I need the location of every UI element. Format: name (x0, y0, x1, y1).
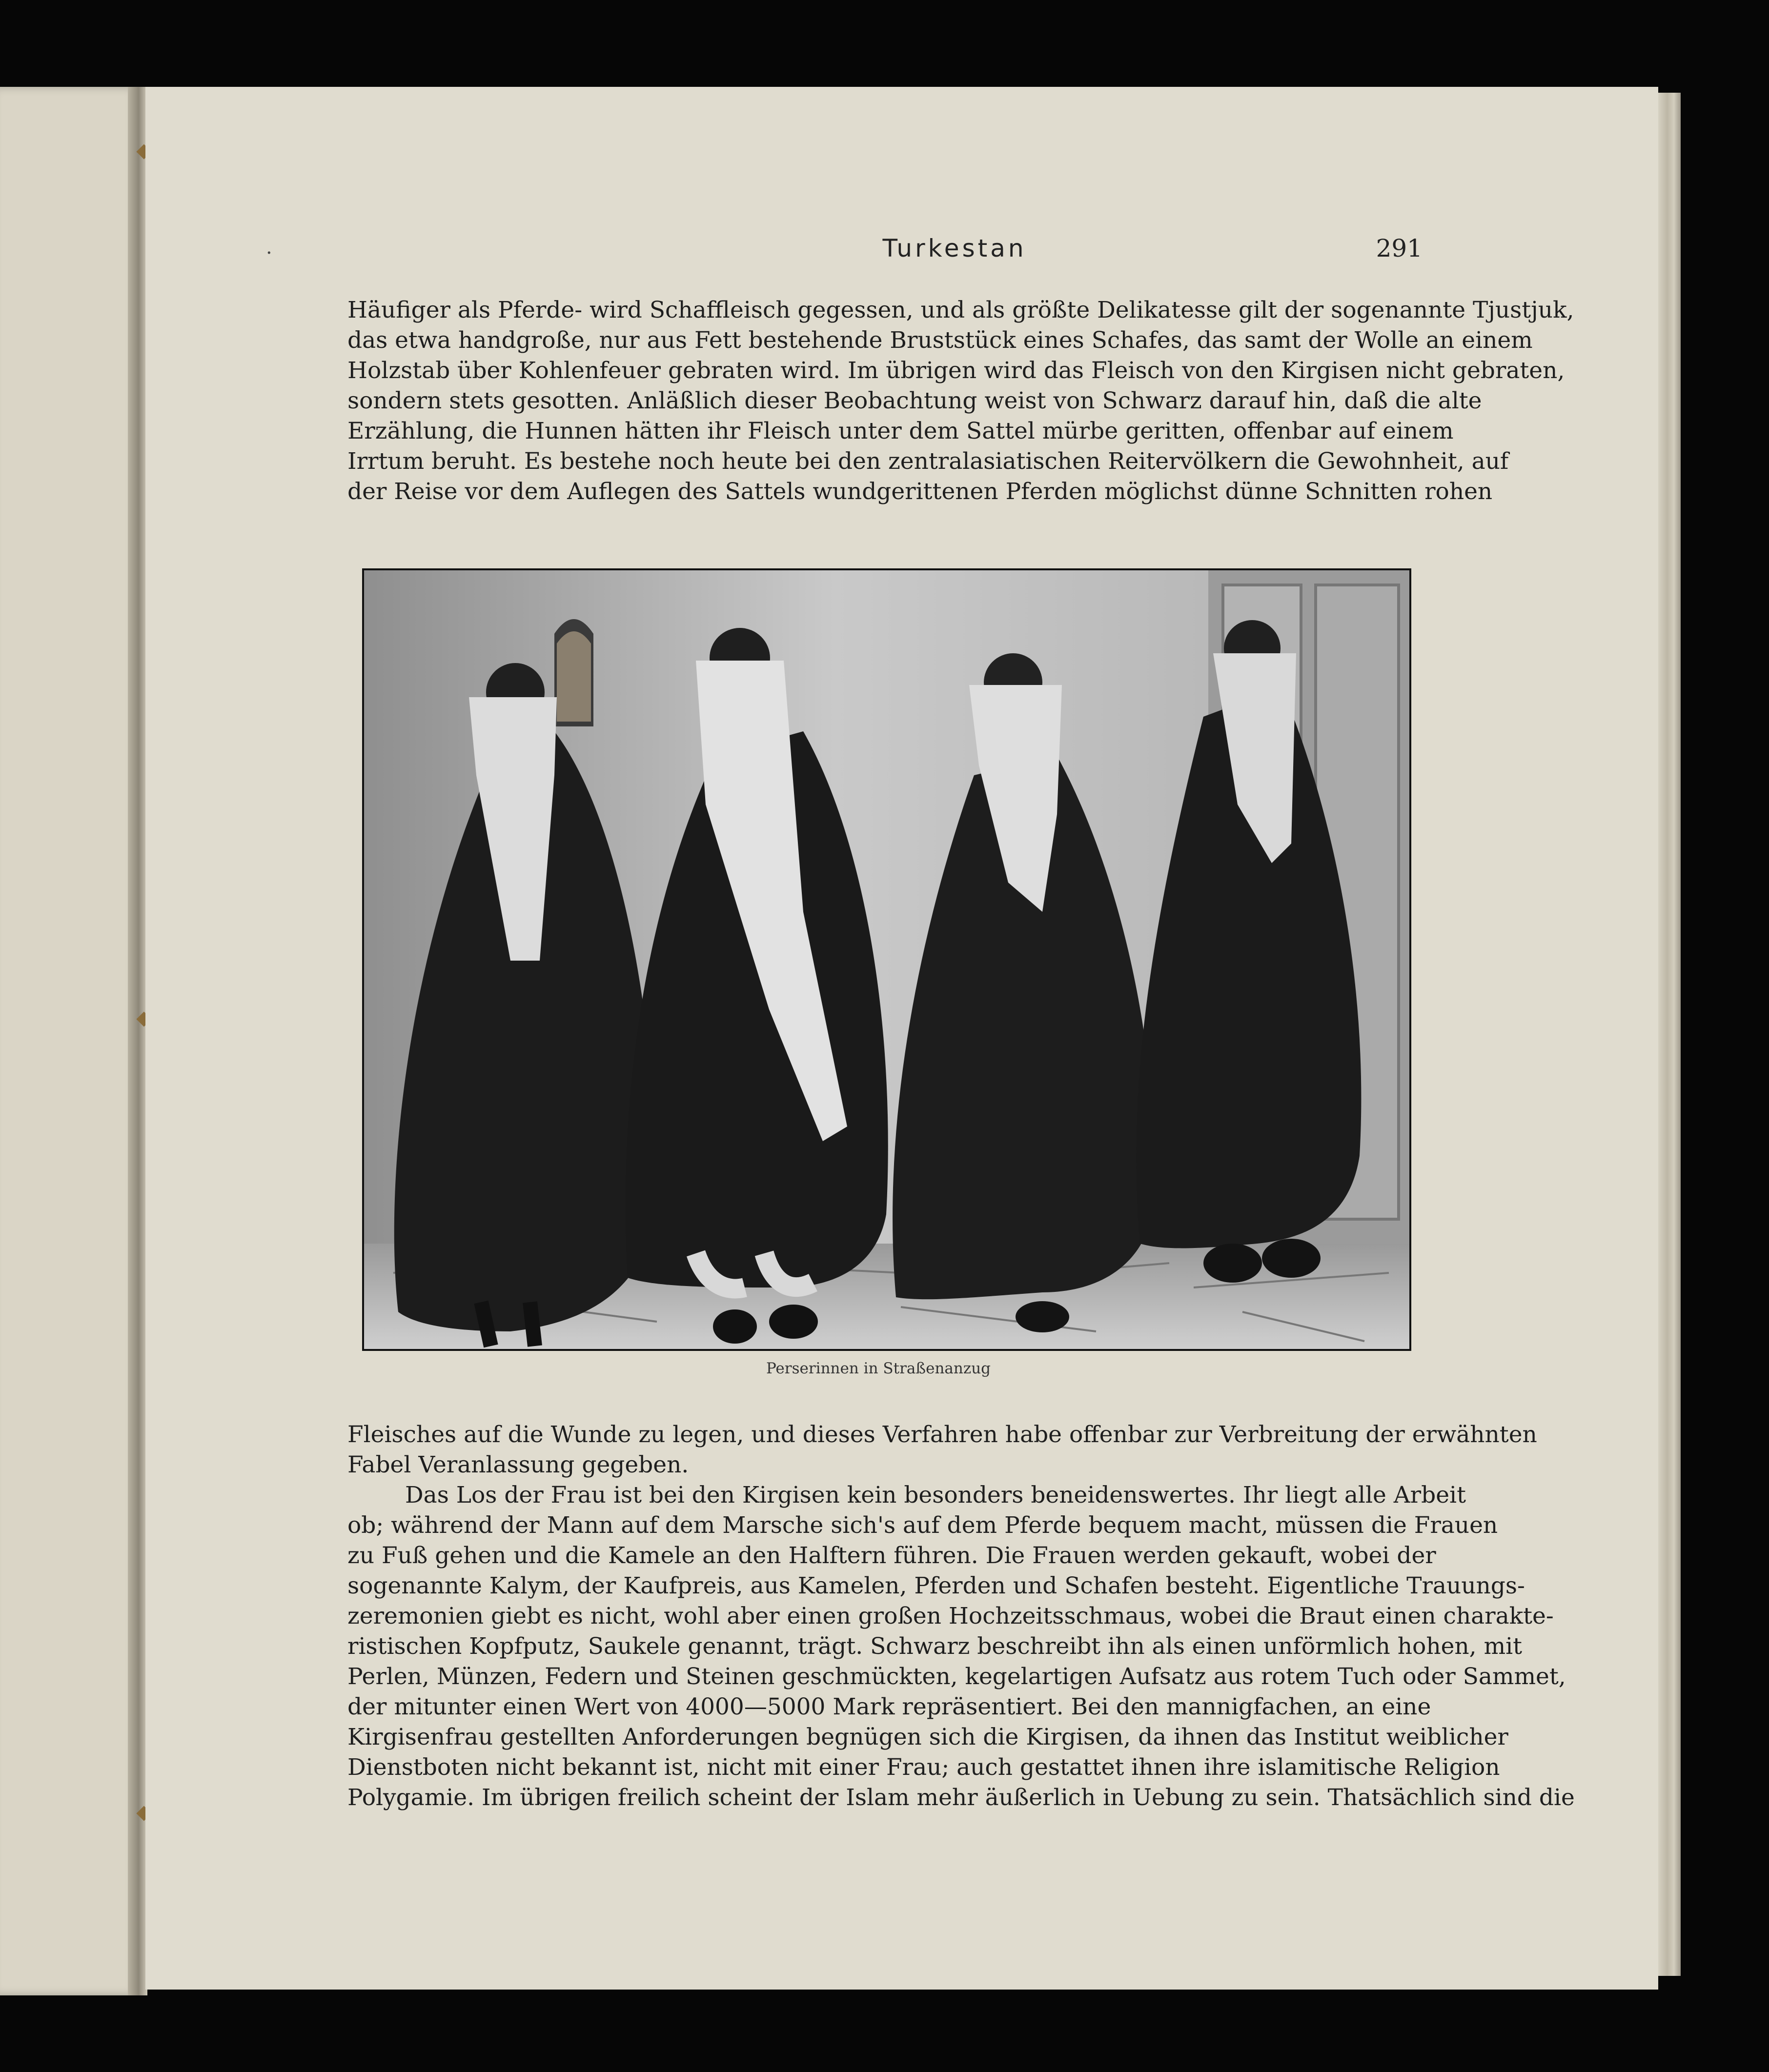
text-line: Erzählung, die Hunnen hätten ihr Fleisch unter dem Sattel mürbe geritten, offenbar auf einem (347, 418, 1454, 444)
text-line: sogenannte Kalym, der Kaufpreis, aus Kamelen, Pferden und Schafen besteht. Eigentliche Trauungs- (347, 1572, 1525, 1599)
text-line: Fabel Veranlassung gegeben. (347, 1451, 689, 1478)
text-line: zu Fuß gehen und die Kamele an den Halftern führen. Die Frauen werden gekauft, wobei der (347, 1542, 1436, 1569)
text-line: Perlen, Münzen, Federn und Steinen geschmückten, kegelartigen Aufsatz aus rotem Tuch oder Sammet, (347, 1663, 1566, 1690)
text-line: Polygamie. Im übrigen freilich scheint der Islam mehr äußerlich in Uebung zu sein. Thatsächlich sind die (347, 1784, 1575, 1811)
text-line: Fleisches auf die Wunde zu legen, und dieses Verfahren habe offenbar zur Verbreitung der erwähnten (347, 1421, 1537, 1448)
text-line: Irrtum beruht. Es bestehe noch heute bei den zentralasiatischen Reitervölkern die Gewohnheit, auf (347, 448, 1509, 475)
text-line: Häufiger als Pferde- wird Schaffleisch gegessen, und als größte Delikatesse gilt der sogenannte Tjustjuk, (347, 297, 1574, 323)
text-line: ristischen Kopfputz, Saukele genannt, trägt. Schwarz beschreibt ihn als einen unförmlich hohen, mit (347, 1633, 1523, 1660)
running-head: Turkestan (882, 234, 1027, 262)
text-line: der Reise vor dem Auflegen des Sattels wundgerittenen Pferden möglichst dünne Schnitten rohen (347, 478, 1493, 505)
left-page (0, 87, 142, 1995)
text-line: zeremonien giebt es nicht, wohl aber einen großen Hochzeitsschmaus, wobei die Braut einen charakte- (347, 1603, 1554, 1629)
paragraph-start-line: Das Los der Frau ist bei den Kirgisen kein besonders beneidenswertes. Ihr liegt alle Arbeit (405, 1482, 1466, 1509)
text-line: Holzstab über Kohlenfeuer gebraten wird. Im übrigen wird das Fleisch von den Kirgisen nicht gebraten, (347, 357, 1565, 384)
text-line: sondern stets gesotten. Anläßlich dieser Beobachtung weist von Schwarz darauf hin, daß die alte (347, 387, 1482, 414)
photo-veiled-women (364, 570, 1409, 1349)
text-line: ob; während der Mann auf dem Marsche sich's auf dem Pferde bequem macht, müssen die Frauen (347, 1512, 1498, 1539)
text-line: das etwa handgroße, nur aus Fett bestehende Bruststück eines Schafes, das samt der Wolle an einem (347, 327, 1533, 354)
book-gutter (128, 87, 147, 1995)
figure-caption: Perserinnen in Straßenanzug (766, 1360, 991, 1377)
photograph (362, 568, 1411, 1351)
text-line: der mitunter einen Wert von 4000—5000 Mark repräsentiert. Bei den mannigfachen, an eine (347, 1693, 1431, 1720)
print-mark: · (266, 242, 272, 264)
text-line: Kirgisenfrau gestellten Anforderungen begnügen sich die Kirgisen, da ihnen das Institut weiblicher (347, 1724, 1508, 1750)
page-edge-stack (1658, 93, 1681, 1976)
page-number: 291 (1376, 234, 1423, 262)
text-line: Dienstboten nicht bekannt ist, nicht mit einer Frau; auch gestattet ihnen ihre islamitische Religion (347, 1754, 1500, 1781)
